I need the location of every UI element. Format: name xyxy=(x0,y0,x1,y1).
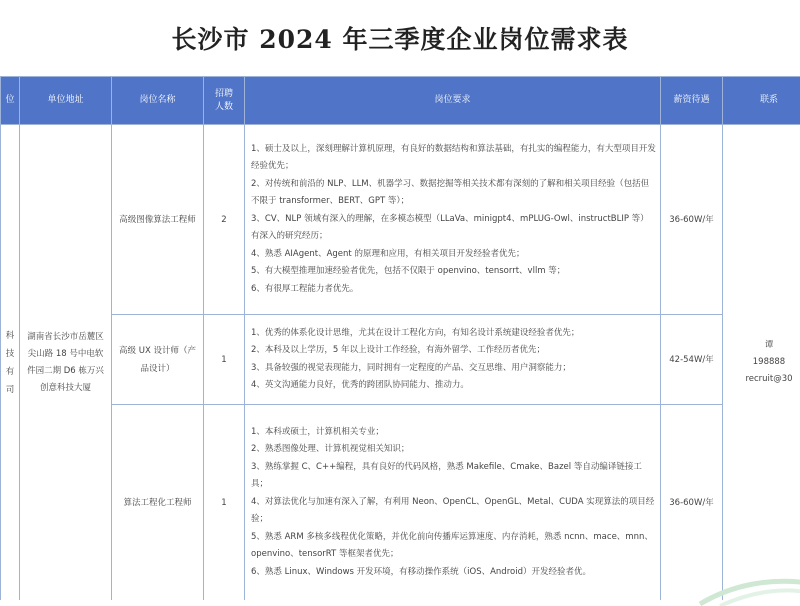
job-requirements-table xyxy=(0,76,800,600)
header-requirements: 岗位要求 xyxy=(245,77,661,125)
header-position: 岗位名称 xyxy=(112,77,204,125)
requirement-item: 2、熟悉图像处理、计算机视觉相关知识； xyxy=(251,441,656,459)
requirement-item: 1、硕士及以上，深刻理解计算机原理，有良好的数据结构和算法基础，有扎实的编程能力，有大型项目开发经验优先； xyxy=(251,141,656,176)
table-header-row xyxy=(1,77,800,125)
contact-email: recruit@30 xyxy=(725,371,800,388)
contact-name: 谭 xyxy=(725,337,800,354)
requirement-item: 1、本科或硕士，计算机相关专业； xyxy=(251,424,656,442)
requirement-item: 6、有很厚工程能力者优先。 xyxy=(251,281,656,299)
table-row xyxy=(1,125,800,315)
salary: 36-60W/年 xyxy=(661,405,723,601)
company-char: 技 xyxy=(2,345,18,363)
requirement-item: 2、本科及以上学历，5 年以上设计工作经验，有海外留学、工作经历者优先； xyxy=(251,342,656,360)
table-row xyxy=(1,405,800,601)
company-char: 有 xyxy=(2,363,18,381)
requirement-item: 3、具备较强的视觉表现能力，同时拥有一定程度的产品、交互思维、用户洞察能力； xyxy=(251,360,656,378)
header-count: 招聘人数 xyxy=(204,77,245,125)
requirement-item: 5、熟悉 ARM 多核多线程优化策略，并优化前向传播库运算速度、内存消耗，熟悉 ncnn、mace、mnn、openvino、tensorRT 等框架者优先； xyxy=(251,529,656,564)
requirement-item: 3、熟练掌握 C、C++编程，具有良好的代码风格，熟悉 Makefile、Cmake、Bazel 等自动编译链接工具； xyxy=(251,459,656,494)
address-cell xyxy=(20,125,112,601)
position-name: 算法工程化工程师 xyxy=(112,405,204,601)
table-row xyxy=(1,315,800,405)
address-text: 湖南省长沙市岳麓区尖山路 18 号中电软件园二期 D6 栋万兴创意科技大厦 xyxy=(27,332,104,393)
company-char: 司 xyxy=(2,381,18,399)
requirement-item: 4、熟悉 AIAgent、Agent 的原理和应用，有相关项目开发经验者优先； xyxy=(251,246,656,264)
header-salary: 薪资待遇 xyxy=(661,77,723,125)
position-name: 高级 UX 设计师（产品设计） xyxy=(112,315,204,405)
requirement-item: 4、英文沟通能力良好，优秀的跨团队协同能力、推动力。 xyxy=(251,377,656,395)
header-contact: 联系 xyxy=(723,77,800,125)
requirement-item: 3、CV、NLP 领域有深入的理解，在多模态模型（LLaVa、minigpt4、mPLUG-Owl、instructBLIP 等）有深入的研究经历； xyxy=(251,211,656,246)
requirement-item: 2、对传统和前沿的 NLP、LLM、机器学习、数据挖掘等相关技术都有深刻的了解和相关项目经验（包括但不限于 transformer、BERT、GPT 等）； xyxy=(251,176,656,211)
company-char: 科 xyxy=(2,327,18,345)
job-table-viewport xyxy=(0,76,800,600)
headcount: 1 xyxy=(204,405,245,601)
requirement-item: 6、熟悉 Linux、Windows 开发环境，有移动操作系统（iOS、Android）开发经验者优。 xyxy=(251,564,656,582)
salary: 42-54W/年 xyxy=(661,315,723,405)
company-cell xyxy=(1,125,20,601)
position-name: 高级图像算法工程师 xyxy=(112,125,204,315)
contact-cell xyxy=(723,125,800,601)
contact-phone: 198888 xyxy=(725,354,800,371)
headcount: 2 xyxy=(204,125,245,315)
requirement-item: 1、优秀的体系化设计思维，尤其在设计工程化方向，有知名设计系统建设经验者优先； xyxy=(251,325,656,343)
requirements-cell xyxy=(245,405,661,601)
header-address: 单位地址 xyxy=(20,77,112,125)
header-company: 位 xyxy=(1,77,20,125)
requirement-item: 5、有大模型推理加速经验者优先，包括不仅限于 openvino、tensorrt、vllm 等； xyxy=(251,263,656,281)
requirements-cell xyxy=(245,315,661,405)
page-title: 长沙市 2024 年三季度企业岗位需求表 xyxy=(0,0,800,76)
requirements-cell xyxy=(245,125,661,315)
requirement-item: 4、对算法优化与加速有深入了解，有利用 Neon、OpenCL、OpenGL、Metal、CUDA 实现算法的项目经验； xyxy=(251,494,656,529)
salary: 36-60W/年 xyxy=(661,125,723,315)
headcount: 1 xyxy=(204,315,245,405)
